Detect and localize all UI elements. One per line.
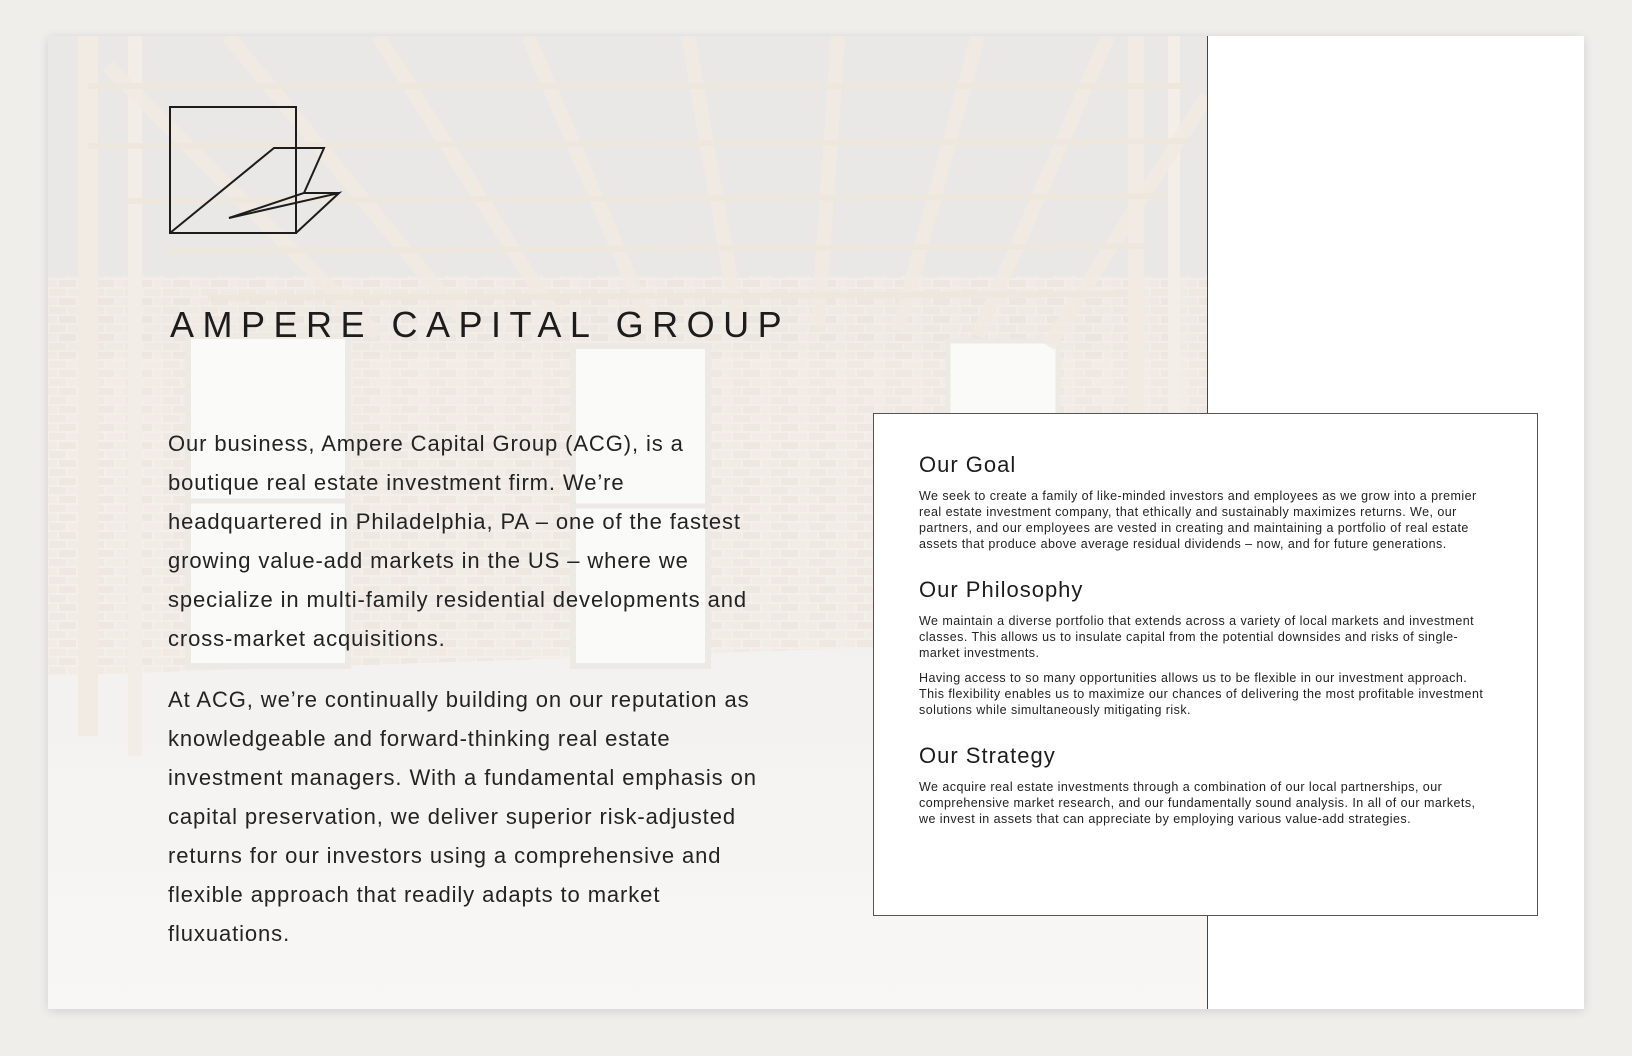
intro-paragraph-2: At ACG, we’re continually building on our reputation as knowledgeable and forward-thinking real estate investment managers. With a fundamental emphasis on capital preservation, we deliver superior risk-adjusted returns for our investors using a comprehensive and flexible approach that readily adapts to market fluxuations. xyxy=(168,687,757,946)
goal-heading: Our Goal xyxy=(919,452,1017,477)
philosophy-text-2: Having access to so many opportunities allows us to be flexible in our investment approach. This flexibility enables us to maximize our chances of delivering the most profitable investment solutions while simultaneously mitigating risk. xyxy=(919,671,1484,717)
brochure-page xyxy=(48,36,1584,1009)
philosophy-heading: Our Philosophy xyxy=(919,577,1084,602)
strategy-heading: Our Strategy xyxy=(919,743,1056,768)
strategy-section xyxy=(919,743,1491,827)
philosophy-section xyxy=(919,577,1491,718)
intro-text xyxy=(168,424,768,975)
strategy-text: We acquire real estate investments through a combination of our local partnerships, our comprehensive market research, and our fundamentally sound analysis. In all of our markets, we invest in assets that can appreciate by employing various value-add strategies. xyxy=(919,780,1476,826)
goal-section xyxy=(919,452,1491,552)
info-panel xyxy=(873,413,1538,916)
intro-paragraph-1: Our business, Ampere Capital Group (ACG), is a boutique real estate investment firm. We’re headquartered in Philadelphia, PA – one of the fastest growing value-add markets in the US – where we specialize in multi-family residential developments and cross-market acquisitions. xyxy=(168,431,747,651)
philosophy-text-1: We maintain a diverse portfolio that extends across a variety of local markets and investment classes. This allows us to insulate capital from the potential downsides and risks of single-market investments. xyxy=(919,614,1475,660)
goal-text: We seek to create a family of like-minded investors and employees as we grow into a premier real estate investment company, that ethically and sustainably maximizes returns. We, our partners, and our employees are vested in creating and maintaining a portfolio of real estate assets that produce above average residual dividends – now, and for future generations. xyxy=(919,489,1477,551)
company-name: AMPERE CAPITAL GROUP xyxy=(170,304,791,345)
ampere-logo-icon xyxy=(169,106,344,236)
